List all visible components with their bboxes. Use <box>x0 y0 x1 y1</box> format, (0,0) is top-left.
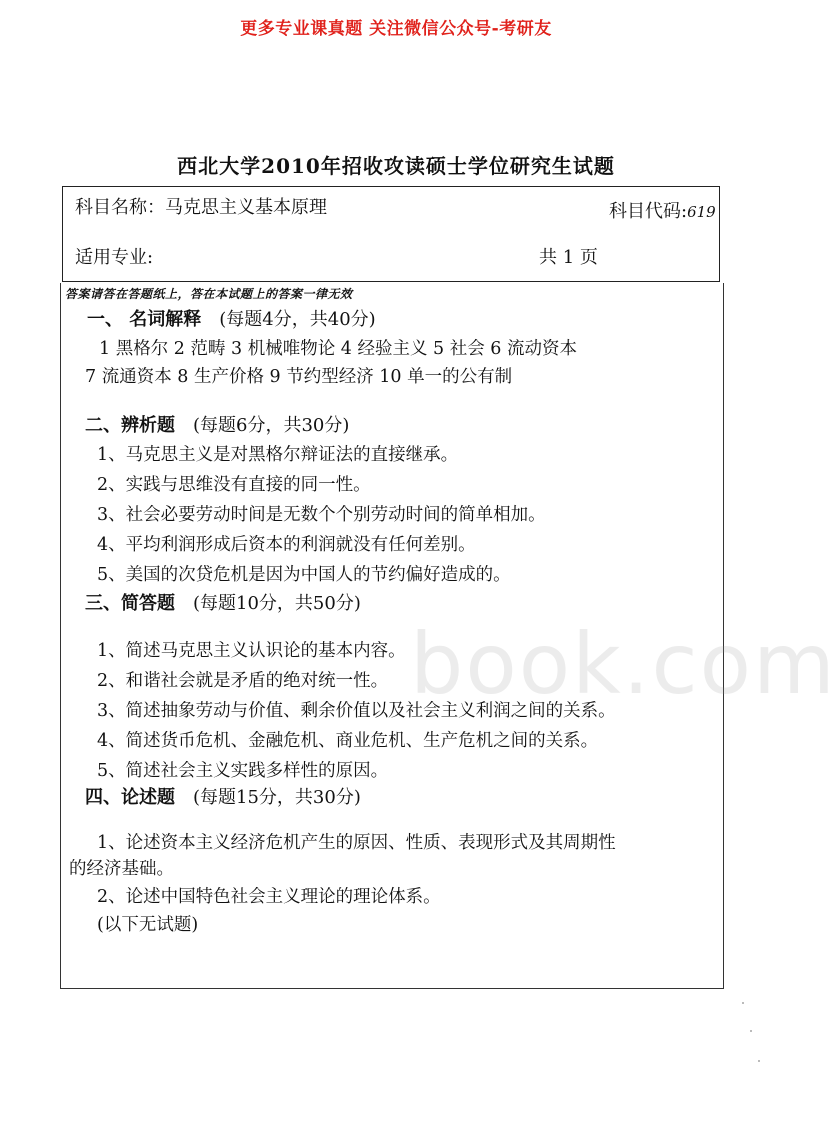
scan-speck <box>758 1060 760 1062</box>
question-item: 5、简述社会主义实践多样性的原因。 <box>97 761 389 781</box>
question-item: 1 黑格尔 2 范畴 3 机械唯物论 4 经验主义 5 社会 6 流动资本 <box>99 339 577 359</box>
subject-code-label: 科目代码: <box>609 201 688 222</box>
question-item: (以下无试题) <box>97 915 199 935</box>
question-item: 2、论述中国特色社会主义理论的理论体系。 <box>97 887 441 907</box>
exam-title: 西北大学2010年招收攻读硕士学位研究生试题 <box>177 154 615 178</box>
exam-body <box>60 283 724 989</box>
section-title: 一、 名词解释 <box>87 309 202 330</box>
subject-code <box>609 197 716 223</box>
scan-speck <box>742 1002 744 1004</box>
question-item: 5、美国的次贷危机是因为中国人的节约偏好造成的。 <box>97 565 511 585</box>
page-count: 共 1 页 <box>539 247 598 268</box>
section-heading <box>85 411 349 437</box>
answer-notice: 答案请答在答题纸上，答在本试题上的答案一律无效 <box>65 287 353 301</box>
exam-header-box <box>62 186 720 282</box>
section-title: 三、简答题 <box>85 593 175 614</box>
section-heading <box>85 589 361 615</box>
question-item: 1、马克思主义是对黑格尔辩证法的直接继承。 <box>97 445 459 465</box>
section-title: 四、论述题 <box>85 787 175 808</box>
section-score: (每题10分，共50分) <box>193 593 361 614</box>
question-item: 1、简述马克思主义认识论的基本内容。 <box>97 641 406 661</box>
section-score: (每题4分，共40分) <box>219 309 376 330</box>
section-score: (每题6分，共30分) <box>193 415 350 436</box>
question-item: 4、简述货币危机、金融危机、商业危机、生产危机之间的关系。 <box>97 731 599 751</box>
question-item: 3、简述抽象劳动与价值、剩余价值以及社会主义利润之间的关系。 <box>97 701 616 721</box>
section-title: 二、辨析题 <box>85 415 175 436</box>
section-score: (每题15分，共30分) <box>193 787 361 808</box>
question-item: 1、论述资本主义经济危机产生的原因、性质、表现形式及其周期性 <box>97 833 616 853</box>
section-heading <box>85 783 361 809</box>
question-item: 3、社会必要劳动时间是无数个个别劳动时间的简单相加。 <box>97 505 546 525</box>
question-item: 2、和谐社会就是矛盾的绝对统一性。 <box>97 671 389 691</box>
subject-code-value: 619 <box>687 203 716 221</box>
question-item: 的经济基础。 <box>69 859 174 879</box>
section-heading <box>87 305 376 331</box>
scan-speck <box>750 1030 752 1032</box>
subject-name: 科目名称：马克思主义基本原理 <box>75 197 327 218</box>
question-item: 7 流通资本 8 生产价格 9 节约型经济 10 单一的公有制 <box>85 367 513 387</box>
applicable-major: 适用专业: <box>75 247 154 268</box>
question-item: 2、实践与思维没有直接的同一性。 <box>97 475 371 495</box>
promo-banner: 更多专业课真题 关注微信公众号-考研友 <box>240 19 552 39</box>
watermark: book.com <box>410 615 837 713</box>
question-item: 4、平均利润形成后资本的利润就没有任何差别。 <box>97 535 476 555</box>
